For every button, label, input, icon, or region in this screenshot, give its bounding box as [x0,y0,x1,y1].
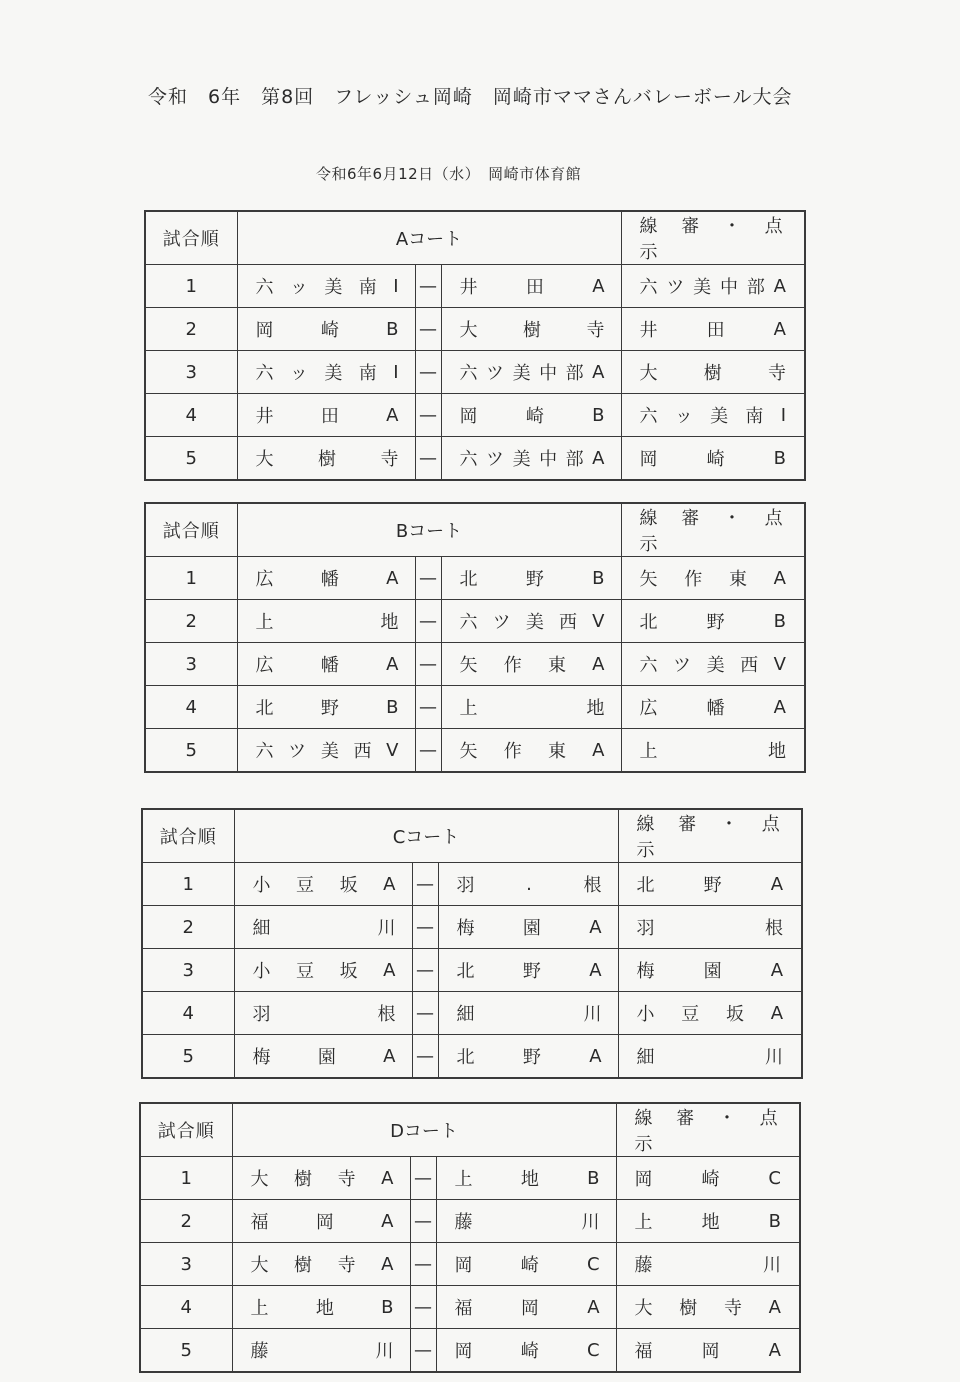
match-number: 5 [142,1035,234,1079]
versus-dash: — [412,992,438,1035]
home-team [234,1035,412,1079]
match-row [140,1157,800,1200]
referee-team-name: 上 地 B [634,1210,781,1233]
away-team [438,863,618,906]
away-team [436,1157,616,1200]
home-team [237,643,415,686]
referee-header: 線 審 ・ 点 示 [621,503,805,557]
match-number: 3 [145,351,237,394]
referee-team-name: 大 樹 寺 A [634,1296,781,1319]
match-row [140,1286,800,1329]
document-title: 令和 6年 第8回 フレッシュ岡崎 岡崎市ママさんバレーボール大会 [148,86,793,108]
home-team [237,557,415,600]
away-team [441,308,621,351]
home-team-name: 岡 崎 B [255,318,399,341]
away-team-name: 上 地 [459,698,605,719]
home-team [234,949,412,992]
match-number: 4 [140,1286,232,1329]
away-team [441,686,621,729]
referee-team [621,351,805,394]
home-team-name: 六 ッ 美 南 Ⅰ [255,275,399,298]
referee-team-name: 六 ツ 美 西 V [639,653,786,676]
home-team [237,729,415,773]
home-team [234,863,412,906]
home-team-name: 梅 園 A [252,1045,396,1068]
match-row [145,351,805,394]
match-row [145,643,805,686]
match-row [142,992,802,1035]
away-team-name: 北 野 A [456,1045,602,1068]
referee-team-name: 岡 崎 C [634,1167,781,1190]
court-name: Dコート [232,1103,616,1157]
home-team [237,308,415,351]
away-team [441,351,621,394]
match-row [140,1200,800,1243]
away-team-name: 藤 川 [454,1212,600,1233]
away-team [441,643,621,686]
home-team-name: 羽 根 [252,1004,396,1025]
away-team [441,557,621,600]
match-number: 2 [140,1200,232,1243]
match-row [145,686,805,729]
home-team [237,686,415,729]
referee-header: 線 審 ・ 点 示 [616,1103,800,1157]
referee-team-name: 梅 園 A [636,959,784,982]
away-team-name: 岡 崎 C [454,1253,600,1276]
home-team [232,1200,410,1243]
home-team-name: 六 ツ 美 西 V [255,739,399,762]
match-row [145,729,805,773]
match-row [145,557,805,600]
away-team-name: 岡 崎 C [454,1339,600,1362]
court-table [144,210,806,481]
order-header: 試合順 [145,211,237,265]
away-team [438,949,618,992]
away-team [441,394,621,437]
match-number: 5 [145,729,237,773]
away-team-name: 大 樹 寺 [459,320,605,341]
home-team-name: 大 樹 寺 A [250,1253,394,1276]
referee-team-name: 岡 崎 B [639,447,786,470]
referee-header: 線 審 ・ 点 示 [621,211,805,265]
court-table [139,1102,801,1373]
match-number: 1 [140,1157,232,1200]
referee-team-name: 北 野 A [636,873,784,896]
referee-team [621,643,805,686]
referee-team [618,1035,802,1079]
home-team [237,437,415,481]
court-table [144,502,806,773]
versus-dash: — [415,600,441,643]
referee-team [621,729,805,773]
referee-team [621,557,805,600]
match-row [142,949,802,992]
away-team-name: 六 ツ 美 中 部 A [459,447,605,470]
referee-team [616,1243,800,1286]
away-team-name: 矢 作 東 A [459,739,605,762]
versus-dash: — [415,265,441,308]
home-team-name: 六 ッ 美 南 Ⅰ [255,361,399,384]
away-team-name: 六 ツ 美 西 V [459,610,605,633]
away-team-name: 六 ツ 美 中 部 A [459,361,605,384]
referee-team [621,437,805,481]
referee-team [616,1329,800,1373]
match-number: 1 [142,863,234,906]
away-team [438,906,618,949]
referee-team [618,906,802,949]
match-row [142,863,802,906]
referee-team [618,949,802,992]
away-team [441,729,621,773]
home-team [237,600,415,643]
match-number: 4 [145,686,237,729]
home-team-name: 福 岡 A [250,1210,394,1233]
referee-team [618,863,802,906]
referee-team-name: 井 田 A [639,318,786,341]
versus-dash: — [415,437,441,481]
referee-header: 線 審 ・ 点 示 [618,809,802,863]
referee-team-name: 羽 根 [636,918,784,939]
away-team-name: 岡 崎 B [459,404,605,427]
match-number: 3 [145,643,237,686]
referee-team [621,308,805,351]
referee-team-name: 藤 川 [634,1255,782,1276]
match-row [142,1035,802,1079]
home-team [237,394,415,437]
match-row [142,906,802,949]
away-team [436,1200,616,1243]
versus-dash: — [412,949,438,992]
referee-team-name: 六 ツ 美 中 部 A [639,275,786,298]
home-team [234,992,412,1035]
home-team [232,1329,410,1373]
home-team-name: 細 川 [252,918,396,939]
versus-dash: — [415,394,441,437]
referee-team-name: 福 岡 A [634,1339,781,1362]
match-row [145,265,805,308]
home-team [237,351,415,394]
match-row [140,1329,800,1373]
home-team-name: 北 野 B [255,696,399,719]
match-number: 1 [145,557,237,600]
referee-team-name: 矢 作 東 A [639,567,786,590]
away-team-name: 井 田 A [459,275,605,298]
home-team [237,265,415,308]
event-date-venue: 令和6年6月12日（水） 岡崎市体育館 [316,165,582,183]
referee-team [621,394,805,437]
match-number: 2 [145,308,237,351]
match-number: 3 [142,949,234,992]
court-name: Cコート [234,809,618,863]
versus-dash: — [410,1200,436,1243]
away-team-name: 矢 作 東 A [459,653,605,676]
match-row [145,600,805,643]
order-header: 試合順 [140,1103,232,1157]
home-team-name: 上 地 [255,612,399,633]
match-row [145,308,805,351]
match-number: 4 [145,394,237,437]
versus-dash: — [412,1035,438,1079]
home-team-name: 藤 川 [250,1341,394,1362]
home-team-name: 小 豆 坂 A [252,873,396,896]
away-team [441,437,621,481]
referee-team [621,600,805,643]
versus-dash: — [410,1329,436,1373]
away-team-name: 羽 . 根 [456,873,602,896]
match-row [140,1243,800,1286]
match-number: 3 [140,1243,232,1286]
order-header: 試合順 [142,809,234,863]
versus-dash: — [410,1286,436,1329]
versus-dash: — [415,729,441,773]
referee-team [621,686,805,729]
referee-team [616,1286,800,1329]
court-name: Bコート [237,503,621,557]
away-team [436,1286,616,1329]
referee-team-name: 北 野 B [639,610,786,633]
referee-team-name: 広 幡 A [639,696,786,719]
home-team-name: 小 豆 坂 A [252,959,396,982]
match-number: 1 [145,265,237,308]
away-team-name: 福 岡 A [454,1296,600,1319]
versus-dash: — [410,1157,436,1200]
referee-team [616,1200,800,1243]
referee-team [618,992,802,1035]
versus-dash: — [415,557,441,600]
match-number: 4 [142,992,234,1035]
match-number: 5 [140,1329,232,1373]
versus-dash: — [412,906,438,949]
away-team-name: 上 地 B [454,1167,600,1190]
versus-dash: — [415,643,441,686]
home-team [234,906,412,949]
referee-team-name: 小 豆 坂 A [636,1002,784,1025]
referee-team-name: 上 地 [639,741,786,762]
court-table [141,808,803,1079]
match-row [145,394,805,437]
home-team [232,1157,410,1200]
referee-team [621,265,805,308]
versus-dash: — [415,308,441,351]
versus-dash: — [415,686,441,729]
match-number: 2 [145,600,237,643]
versus-dash: — [412,863,438,906]
order-header: 試合順 [145,503,237,557]
away-team [441,265,621,308]
match-number: 5 [145,437,237,481]
court-name: Aコート [237,211,621,265]
referee-team-name: 細 川 [636,1047,784,1068]
away-team [436,1329,616,1373]
home-team-name: 広 幡 A [255,567,399,590]
away-team [438,1035,618,1079]
away-team [441,600,621,643]
home-team-name: 井 田 A [255,404,399,427]
home-team [232,1286,410,1329]
home-team-name: 上 地 B [250,1296,394,1319]
away-team-name: 北 野 B [459,567,605,590]
home-team-name: 大 樹 寺 [255,449,399,470]
away-team [438,992,618,1035]
versus-dash: — [415,351,441,394]
referee-team-name: 六 ッ 美 南 Ⅰ [639,404,787,427]
referee-team [616,1157,800,1200]
home-team-name: 大 樹 寺 A [250,1167,394,1190]
away-team-name: 梅 園 A [456,916,602,939]
away-team [436,1243,616,1286]
home-team-name: 広 幡 A [255,653,399,676]
away-team-name: 北 野 A [456,959,602,982]
match-row [145,437,805,481]
away-team-name: 細 川 [456,1004,602,1025]
home-team [232,1243,410,1286]
versus-dash: — [410,1243,436,1286]
referee-team-name: 大 樹 寺 [639,363,787,384]
match-number: 2 [142,906,234,949]
